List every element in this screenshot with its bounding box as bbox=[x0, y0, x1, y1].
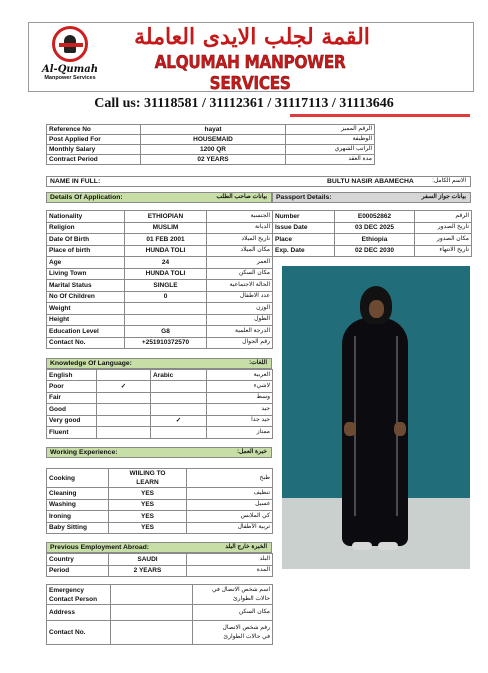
english-check bbox=[97, 392, 151, 404]
language-level: Fair bbox=[47, 392, 97, 404]
arabic-check bbox=[151, 381, 207, 393]
previous-label-ar: المدة bbox=[187, 565, 273, 577]
emergency-row bbox=[47, 605, 273, 621]
english-check bbox=[97, 415, 151, 427]
experience-value-text-2: LEARN bbox=[136, 479, 159, 486]
experience-value bbox=[109, 511, 187, 523]
emergency-table bbox=[46, 584, 273, 645]
language-row bbox=[47, 427, 273, 439]
company-title-arabic: القمة لجلب الايدى العاملة bbox=[134, 24, 370, 50]
logo-name: Al-Qumah bbox=[41, 64, 99, 75]
experience-label-ar: غسيل bbox=[187, 499, 273, 511]
previous-title: Previous Employment Abroad: bbox=[50, 544, 150, 551]
passport-row bbox=[273, 234, 472, 246]
previous-label-ar: البلد bbox=[187, 554, 273, 566]
language-level: Fluent bbox=[47, 427, 97, 439]
language-level-ar: لاشيء bbox=[207, 381, 273, 393]
language-row bbox=[47, 381, 273, 393]
language-table bbox=[46, 369, 273, 439]
experience-label: Washing bbox=[47, 499, 109, 511]
language-row bbox=[47, 392, 273, 404]
experience-value bbox=[109, 499, 187, 511]
field-label: Marital Status bbox=[47, 280, 125, 292]
field-label-ar: العمر bbox=[207, 257, 273, 269]
experience-value-text: YES bbox=[140, 489, 154, 497]
divider-red bbox=[290, 114, 470, 117]
language-arabic-header: Arabic bbox=[151, 370, 207, 381]
emergency-label bbox=[47, 585, 111, 605]
language-level-ar: جيد bbox=[207, 404, 273, 416]
experience-value-text: YES bbox=[140, 524, 154, 532]
field-label: Number bbox=[273, 211, 335, 223]
field-label: Exp. Date bbox=[273, 245, 335, 257]
previous-row bbox=[47, 554, 273, 566]
field-label-ar: الديانة bbox=[207, 222, 273, 234]
experience-section-header bbox=[46, 447, 272, 458]
arabic-check bbox=[151, 404, 207, 416]
emergency-label-ar-text: مكان السكن bbox=[238, 609, 270, 615]
experience-title: Working Experience: bbox=[50, 449, 118, 456]
emergency-label-text-2: Contact Person bbox=[49, 595, 98, 603]
phone-numbers: Call us: 31118581 / 31112361 / 31117113 / 31113646 bbox=[94, 96, 394, 111]
experience-value-text: YES bbox=[140, 501, 154, 509]
field-label: Nationality bbox=[47, 211, 125, 223]
field-label: Post Applied For bbox=[47, 135, 141, 145]
field-value: MUSLIM bbox=[125, 222, 207, 234]
field-label-ar: تاريخ الانتهاء bbox=[415, 245, 472, 257]
experience-value bbox=[109, 469, 187, 488]
field-label-ar: الجنسية bbox=[207, 211, 273, 223]
field-label: Reference No bbox=[47, 125, 141, 135]
field-label-ar: تاريخ الصدور bbox=[415, 222, 472, 234]
field-value: HOUSEMAID bbox=[141, 135, 286, 145]
experience-row bbox=[47, 499, 273, 511]
experience-label-ar: تربية الأطفال bbox=[187, 522, 273, 534]
top-info-row bbox=[47, 125, 375, 135]
language-blank-cell bbox=[97, 370, 151, 381]
emergency-label-ar-text: رقم شخص الاتصال bbox=[222, 624, 270, 631]
language-row bbox=[47, 415, 273, 427]
field-label-ar: الوزن bbox=[207, 303, 273, 315]
field-label: Place of birth bbox=[47, 245, 125, 257]
application-row bbox=[47, 211, 273, 223]
passport-section-header bbox=[272, 192, 471, 203]
experience-value-text: YES bbox=[140, 512, 154, 520]
application-row bbox=[47, 245, 273, 257]
field-label-ar: الراتب الشهري bbox=[286, 145, 375, 155]
language-header-row bbox=[47, 370, 273, 381]
field-value: ETHIOPIAN bbox=[125, 211, 207, 223]
field-label: Monthly Salary bbox=[47, 145, 141, 155]
field-value: Ethiopia bbox=[335, 234, 415, 246]
field-label-ar: الوظيفة bbox=[286, 135, 375, 145]
previous-label: Country bbox=[47, 554, 109, 566]
language-level: Very good bbox=[47, 415, 97, 427]
emergency-label bbox=[47, 621, 111, 645]
logo-emblem-icon bbox=[52, 26, 88, 62]
field-label-ar: الطول bbox=[207, 314, 273, 326]
emergency-label-ar bbox=[193, 585, 273, 605]
previous-section-header bbox=[46, 542, 272, 553]
field-label-ar: الرقم bbox=[415, 211, 472, 223]
field-label-ar: تاريخ الميلاد bbox=[207, 234, 273, 246]
language-title: Knowledge Of Language: bbox=[50, 360, 132, 367]
application-row bbox=[47, 280, 273, 292]
emergency-label bbox=[47, 605, 111, 621]
full-name-value: BULTU NASIR ABAMECHA bbox=[327, 178, 414, 185]
field-value: 01 FEB 2001 bbox=[125, 234, 207, 246]
emergency-label-ar bbox=[193, 605, 273, 621]
field-value: 24 bbox=[125, 257, 207, 269]
company-logo bbox=[40, 26, 100, 88]
application-row bbox=[47, 303, 273, 315]
emergency-label-ar-text-2: في حالات الطوارئ bbox=[223, 633, 270, 640]
field-label: Religion bbox=[47, 222, 125, 234]
experience-title-ar: خبرة العمل: bbox=[236, 449, 267, 455]
field-label: Date Of Birth bbox=[47, 234, 125, 246]
emergency-label-text: Address bbox=[49, 609, 76, 616]
application-row bbox=[47, 337, 273, 349]
field-label-ar: الدرجة العلمية bbox=[207, 326, 273, 338]
applicant-photo bbox=[282, 266, 470, 569]
field-label-ar: عدد الاطفال bbox=[207, 291, 273, 303]
emergency-row bbox=[47, 621, 273, 645]
application-row bbox=[47, 314, 273, 326]
arabic-check: ✓ bbox=[151, 415, 207, 427]
field-label: Issue Date bbox=[273, 222, 335, 234]
emergency-label-ar-text-2: حالات الطوارئ bbox=[232, 595, 270, 602]
language-level-ar: وسط bbox=[207, 392, 273, 404]
field-value: SINGLE bbox=[125, 280, 207, 292]
language-level-ar: ممتاز bbox=[207, 427, 273, 439]
field-label-ar: مكان الصدور bbox=[415, 234, 472, 246]
field-label: Living Town bbox=[47, 268, 125, 280]
emergency-label-text: Emergency bbox=[49, 586, 85, 594]
field-label-ar: مكان الميلاد bbox=[207, 245, 273, 257]
field-label-ar: الحالة الاجتماعية bbox=[207, 280, 273, 292]
application-title-ar: بيانات صاحب الطلب bbox=[216, 194, 267, 200]
experience-label-ar: تنظيف bbox=[187, 488, 273, 500]
english-check: ✓ bbox=[97, 381, 151, 393]
company-title-english: ALQUMAH MANPOWER SERVICES bbox=[154, 52, 346, 94]
passport-title: Passport Details: bbox=[276, 194, 332, 201]
english-check bbox=[97, 427, 151, 439]
previous-row bbox=[47, 565, 273, 577]
field-label: Weight bbox=[47, 303, 125, 315]
previous-title-ar: الخبرة خارج البلد bbox=[225, 544, 267, 550]
experience-label: Cooking bbox=[47, 469, 109, 488]
field-label: Height bbox=[47, 314, 125, 326]
field-value: 0 bbox=[125, 291, 207, 303]
language-row bbox=[47, 404, 273, 416]
emergency-row bbox=[47, 585, 273, 605]
english-check bbox=[97, 404, 151, 416]
application-table bbox=[46, 210, 273, 349]
experience-row bbox=[47, 469, 273, 488]
application-row bbox=[47, 268, 273, 280]
previous-label: Period bbox=[47, 565, 109, 577]
emergency-label-ar-text: اسم شخص الاتصال في bbox=[212, 586, 270, 593]
experience-label-ar: طبخ bbox=[187, 469, 273, 488]
emergency-value bbox=[111, 605, 193, 621]
field-label: Place bbox=[273, 234, 335, 246]
experience-row bbox=[47, 511, 273, 523]
application-title: Details Of Application: bbox=[50, 194, 123, 201]
field-value: G8 bbox=[125, 326, 207, 338]
application-row bbox=[47, 234, 273, 246]
field-label: No Of Children bbox=[47, 291, 125, 303]
experience-value-text: WIILING TO bbox=[129, 470, 166, 477]
passport-row bbox=[273, 222, 472, 234]
full-name-label-ar: الاسم الكامل: bbox=[432, 178, 466, 184]
field-label: Education Level bbox=[47, 326, 125, 338]
emergency-value bbox=[111, 621, 193, 645]
experience-label: Cleaning bbox=[47, 488, 109, 500]
application-row bbox=[47, 291, 273, 303]
field-label-ar: الرقم المميز bbox=[286, 125, 375, 135]
language-arabic-header-ar: العربية bbox=[207, 370, 273, 381]
experience-label: Baby Sitting bbox=[47, 522, 109, 534]
emergency-value bbox=[111, 585, 193, 605]
experience-row bbox=[47, 488, 273, 500]
application-row bbox=[47, 326, 273, 338]
language-level-ar: جيد جداً bbox=[207, 415, 273, 427]
application-row bbox=[47, 222, 273, 234]
language-section-header bbox=[46, 358, 272, 369]
previous-table bbox=[46, 553, 273, 577]
field-label: Age bbox=[47, 257, 125, 269]
field-label: Contract Period bbox=[47, 155, 141, 165]
language-level: Good bbox=[47, 404, 97, 416]
language-title-ar: اللغات: bbox=[249, 360, 267, 366]
field-value: E00052862 bbox=[335, 211, 415, 223]
experience-row bbox=[47, 522, 273, 534]
field-value: 02 YEARS bbox=[141, 155, 286, 165]
emergency-label-ar bbox=[193, 621, 273, 645]
logo-subtitle: Manpower Services bbox=[44, 75, 96, 81]
emergency-label-text: Contact No. bbox=[49, 629, 86, 636]
experience-value bbox=[109, 488, 187, 500]
top-info-row bbox=[47, 145, 375, 155]
passport-title-ar: بيانات جواز السفر bbox=[421, 194, 466, 200]
language-english-header: English bbox=[47, 370, 97, 381]
passport-row bbox=[273, 211, 472, 223]
full-name-label: NAME IN FULL: bbox=[50, 178, 101, 185]
arabic-check bbox=[151, 427, 207, 439]
field-label: Contact No. bbox=[47, 337, 125, 349]
experience-value bbox=[109, 522, 187, 534]
top-info-table bbox=[46, 124, 375, 165]
passport-table bbox=[272, 210, 472, 257]
field-value bbox=[125, 314, 207, 326]
application-row bbox=[47, 257, 273, 269]
field-value bbox=[125, 303, 207, 315]
language-level: Poor bbox=[47, 381, 97, 393]
field-value: hayat bbox=[141, 125, 286, 135]
field-label-ar: رقم الجوال bbox=[207, 337, 273, 349]
top-info-row bbox=[47, 135, 375, 145]
field-value: +251910372570 bbox=[125, 337, 207, 349]
previous-value: SAUDI bbox=[109, 554, 187, 566]
field-value: 02 DEC 2030 bbox=[335, 245, 415, 257]
experience-label: Ironing bbox=[47, 511, 109, 523]
passport-row bbox=[273, 245, 472, 257]
previous-value: 2 YEARS bbox=[109, 565, 187, 577]
experience-label-ar: كي الملابس bbox=[187, 511, 273, 523]
field-label-ar: مكان السكن bbox=[207, 268, 273, 280]
top-info-row bbox=[47, 155, 375, 165]
field-label-ar: مدة العقد bbox=[286, 155, 375, 165]
field-value: 03 DEC 2025 bbox=[335, 222, 415, 234]
arabic-check bbox=[151, 392, 207, 404]
full-name-row bbox=[46, 176, 471, 187]
field-value: HUNDA TOLI bbox=[125, 268, 207, 280]
experience-table bbox=[46, 468, 273, 534]
application-section-header bbox=[46, 192, 272, 203]
field-value: 1200 QR bbox=[141, 145, 286, 155]
field-value: HUNDA TOLI bbox=[125, 245, 207, 257]
